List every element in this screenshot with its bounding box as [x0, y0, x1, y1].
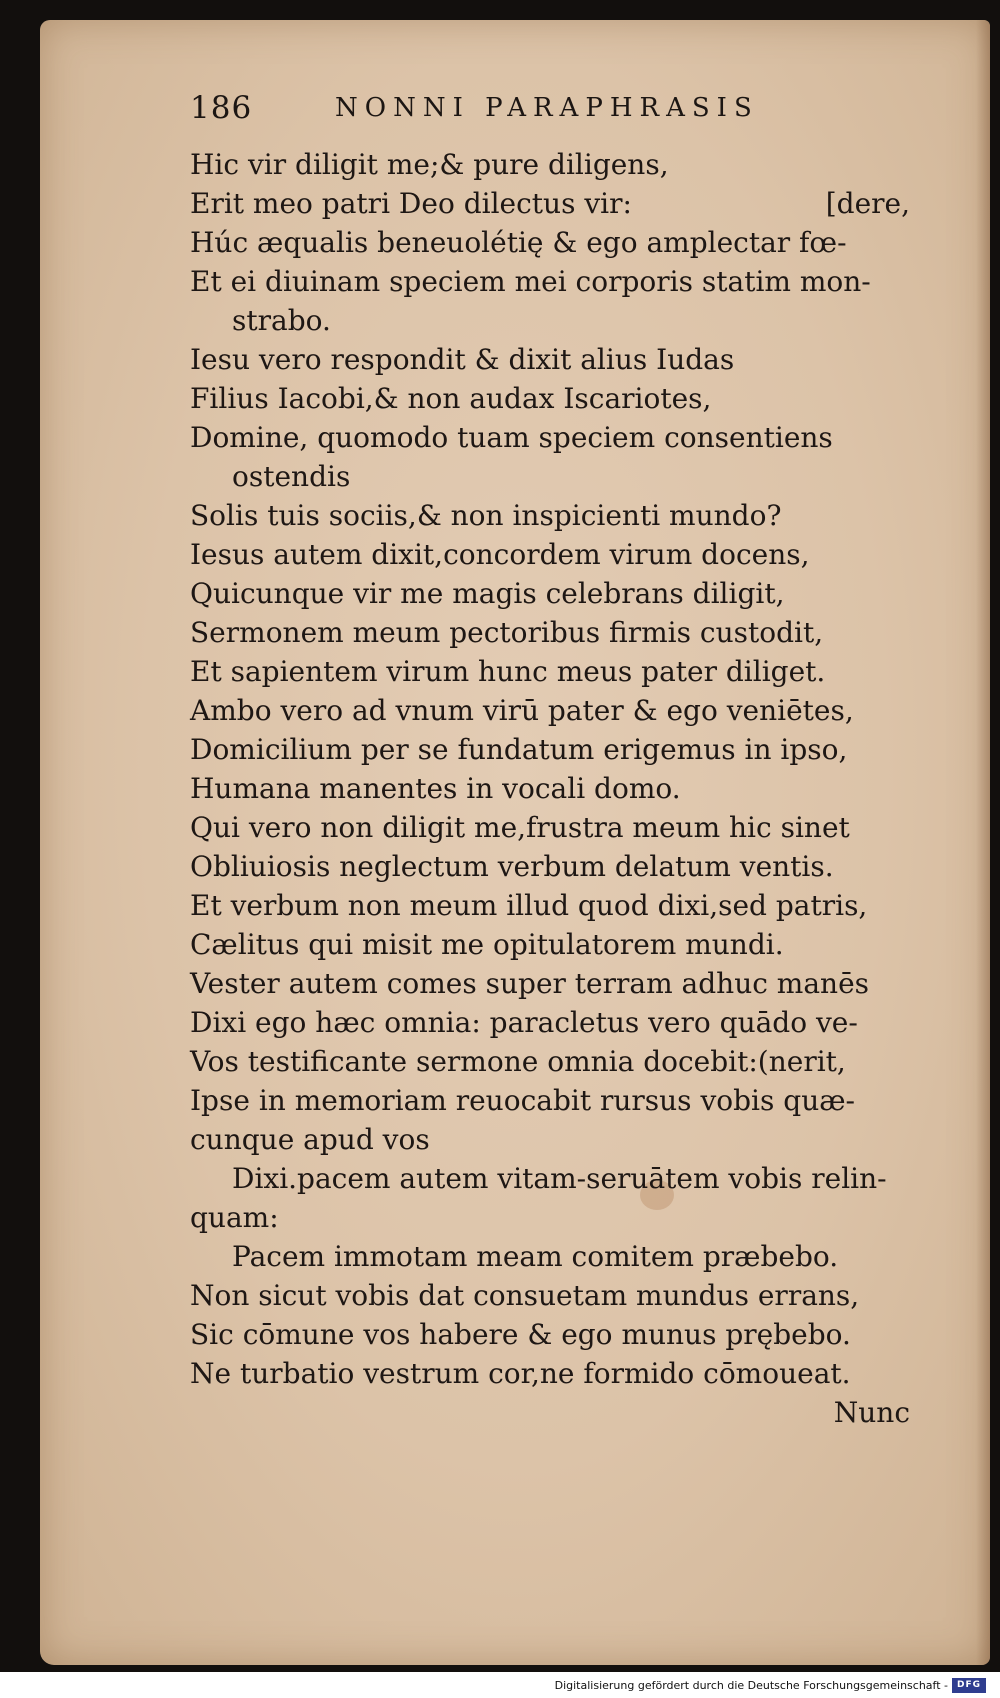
- page-edge-shadow: [976, 20, 990, 1665]
- text-line: Vester autem comes super terram adhuc manēs: [190, 967, 870, 1000]
- text-line: Iesus autem dixit,concordem virum docens,: [190, 538, 810, 571]
- text-line-continuation: Dixi.pacem autem vitam-seruātem vobis relin-: [232, 1162, 887, 1195]
- text-line: Et ei diuinam speciem mei corporis statim mon-: [190, 265, 871, 298]
- text-line-continuation: ostendis: [232, 460, 351, 493]
- text-line: Vos testificante sermone omnia docebit:(nerit,: [190, 1045, 846, 1078]
- text-line: Qui vero non diligit me,frustra meum hic sinet: [190, 811, 850, 844]
- text-line: Húc æqualis beneuolétię & ego amplectar fœ-: [190, 226, 847, 259]
- text-line: Ambo vero ad vnum virū pater & ego veniētes,: [190, 694, 854, 727]
- text-line: Et verbum non meum illud quod dixi,sed patris,: [190, 889, 868, 922]
- text-line: Quicunque vir me magis celebrans diligit,: [190, 577, 785, 610]
- turnover-fragment: [dere,: [825, 187, 910, 220]
- funding-credit: Digitalisierung gefördert durch die Deutsche Forschungsgemeinschaft -: [554, 1679, 948, 1692]
- text-line: Obliuiosis neglectum verbum delatum ventis.: [190, 850, 834, 883]
- text-line: Et sapientem virum hunc meus pater diliget.: [190, 655, 826, 688]
- text-line-continuation: strabo.: [232, 304, 331, 337]
- text-line: Domicilium per se fundatum erigemus in ipso,: [190, 733, 848, 766]
- text-line: Sic cōmune vos habere & ego munus prębebo.: [190, 1318, 851, 1351]
- digitization-footer: [0, 1672, 1000, 1698]
- dfg-logo-icon: DFG: [952, 1678, 986, 1693]
- text-line: Sermonem meum pectoribus firmis custodit,: [190, 616, 824, 649]
- text-line: quam:: [190, 1201, 279, 1234]
- catchword: Nunc: [833, 1396, 910, 1429]
- verse-text: [190, 145, 920, 1432]
- running-head: [190, 90, 890, 134]
- text-line-body: Erit meo patri Deo dilectus vir:: [190, 187, 632, 220]
- text-line: Cælitus qui misit me opitulatorem mundi.: [190, 928, 784, 961]
- text-line: Humana manentes in vocali domo.: [190, 772, 681, 805]
- text-line: Solis tuis sociis,& non inspicienti mundo?: [190, 499, 782, 532]
- page-number: 186: [190, 90, 253, 126]
- text-line: [190, 184, 920, 223]
- text-line: Hic vir diligit me;& pure diligens,: [190, 148, 669, 181]
- text-line: Iesu vero respondit & dixit alius Iudas: [190, 343, 735, 376]
- text-line-continuation: Pacem immotam meam comitem præbebo.: [232, 1240, 839, 1273]
- text-line: Ipse in memoriam reuocabit rursus vobis quæ-: [190, 1084, 856, 1117]
- text-line: Filius Iacobi,& non audax Iscariotes,: [190, 382, 712, 415]
- text-line: Domine, quomodo tuam speciem consentiens: [190, 421, 833, 454]
- running-title: NONNI PARAPHRASIS: [335, 93, 759, 123]
- text-line: cunque apud vos: [190, 1123, 430, 1156]
- text-line: Non sicut vobis dat consuetam mundus errans,: [190, 1279, 860, 1312]
- text-line: Dixi ego hæc omnia: paracletus vero quādo ve-: [190, 1006, 858, 1039]
- text-line: Ne turbatio vestrum cor,ne formido cōmoueat.: [190, 1357, 851, 1390]
